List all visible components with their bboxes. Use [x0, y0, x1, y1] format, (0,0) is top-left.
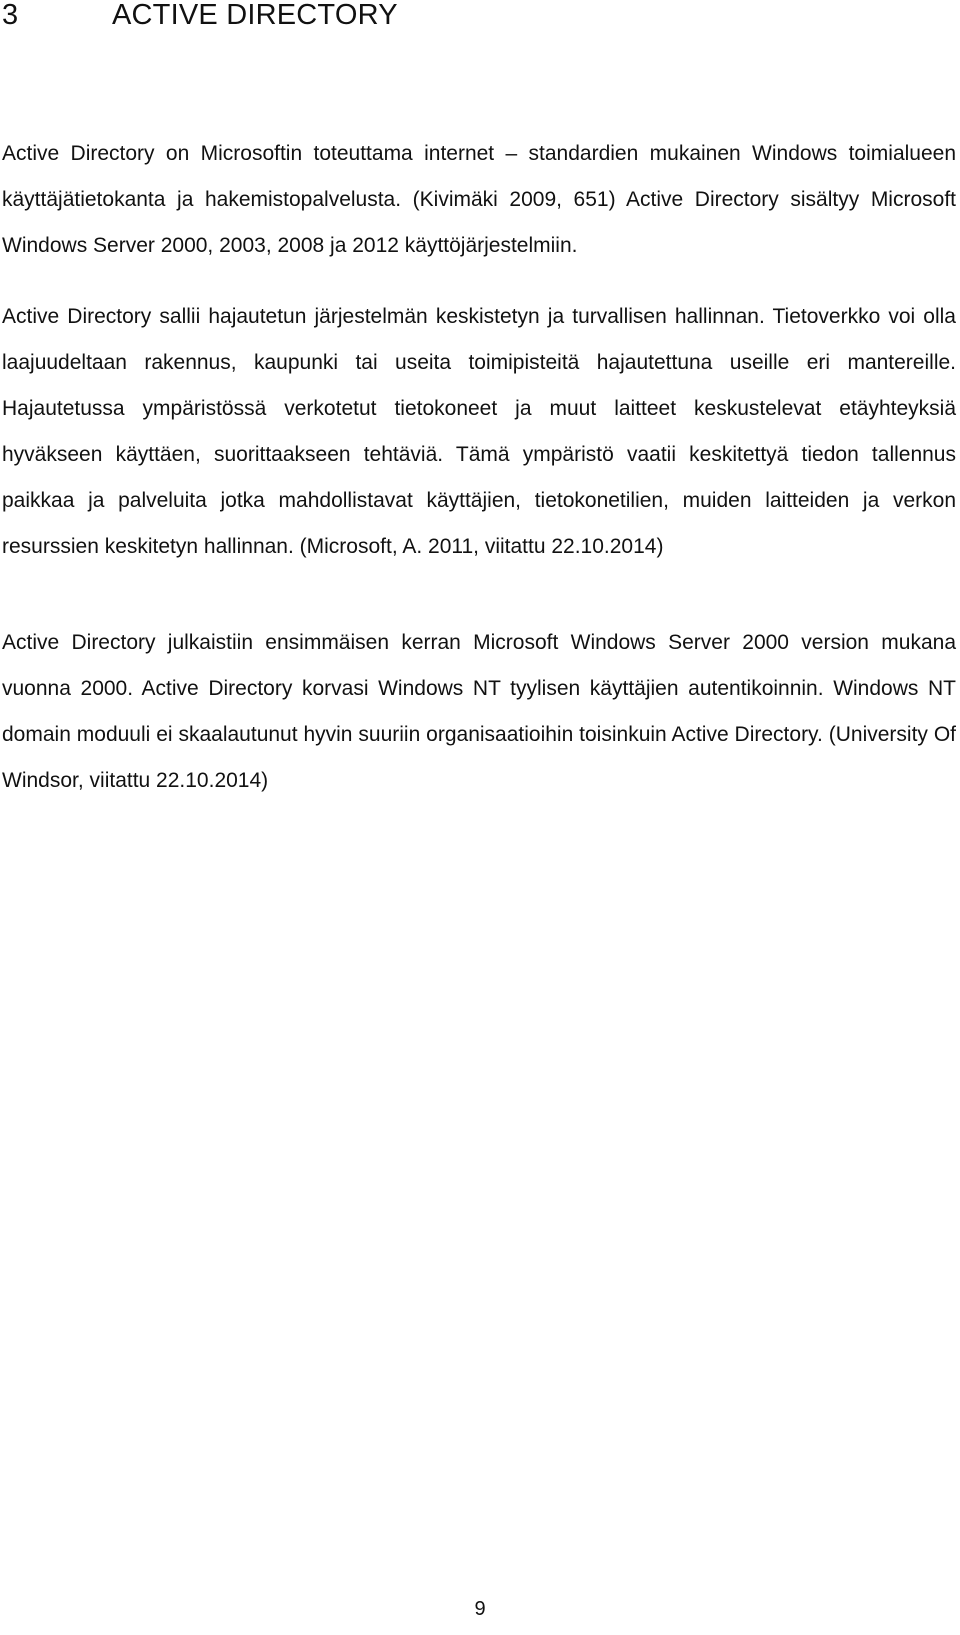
section-number: 3: [2, 0, 19, 31]
paragraph-intro: Active Directory on Microsoftin toteuttama internet – standardien mukainen Windows toimialueen käyttäjätietokanta ja hakemistopalvelusta. (Kivimäki 2009, 651) Active Directory sisältyy Microsoft Windows Server 2000, 2003, 2008 ja 2012 käyttöjärjestelmiin.: [2, 142, 956, 257]
paragraph-centralized-management: Active Directory sallii hajautetun järjestelmän keskistetyn ja turvallisen hallinnan. Tietoverkko voi olla laajuudeltaan rakennus, kaupunki tai useita toimipisteitä hajautettuna useille eri mantereille. Hajautetussa ympäristössä verkotetut tietokoneet ja muut laitteet keskustelevat etäyhteyksiä hyväkseen käyttäen, suorittaakseen tehtäviä. Tämä ympäristö vaatii keskitettyä tiedon tallennus paikkaa ja palveluita jotka mahdollistavat käyttäjien, tietokonetilien, muiden laitteiden ja verkon resurssien keskitetyn hallinnan. (Microsoft, A. 2011, viitattu 22.10.2014): [2, 305, 956, 558]
paragraph-history: Active Directory julkaistiin ensimmäisen kerran Microsoft Windows Server 2000 version mukana vuonna 2000. Active Directory korvasi Windows NT tyylisen käyttäjien autentikoinnin. Windows NT domain moduuli ei skaalautunut hyvin suuriin organisaatioihin toisinkuin Active Directory. (University Of Windsor, viitattu 22.10.2014): [2, 631, 956, 792]
section-title: ACTIVE DIRECTORY: [112, 0, 398, 31]
section-heading: [2, 0, 398, 32]
page-number: 9: [474, 1598, 486, 1620]
